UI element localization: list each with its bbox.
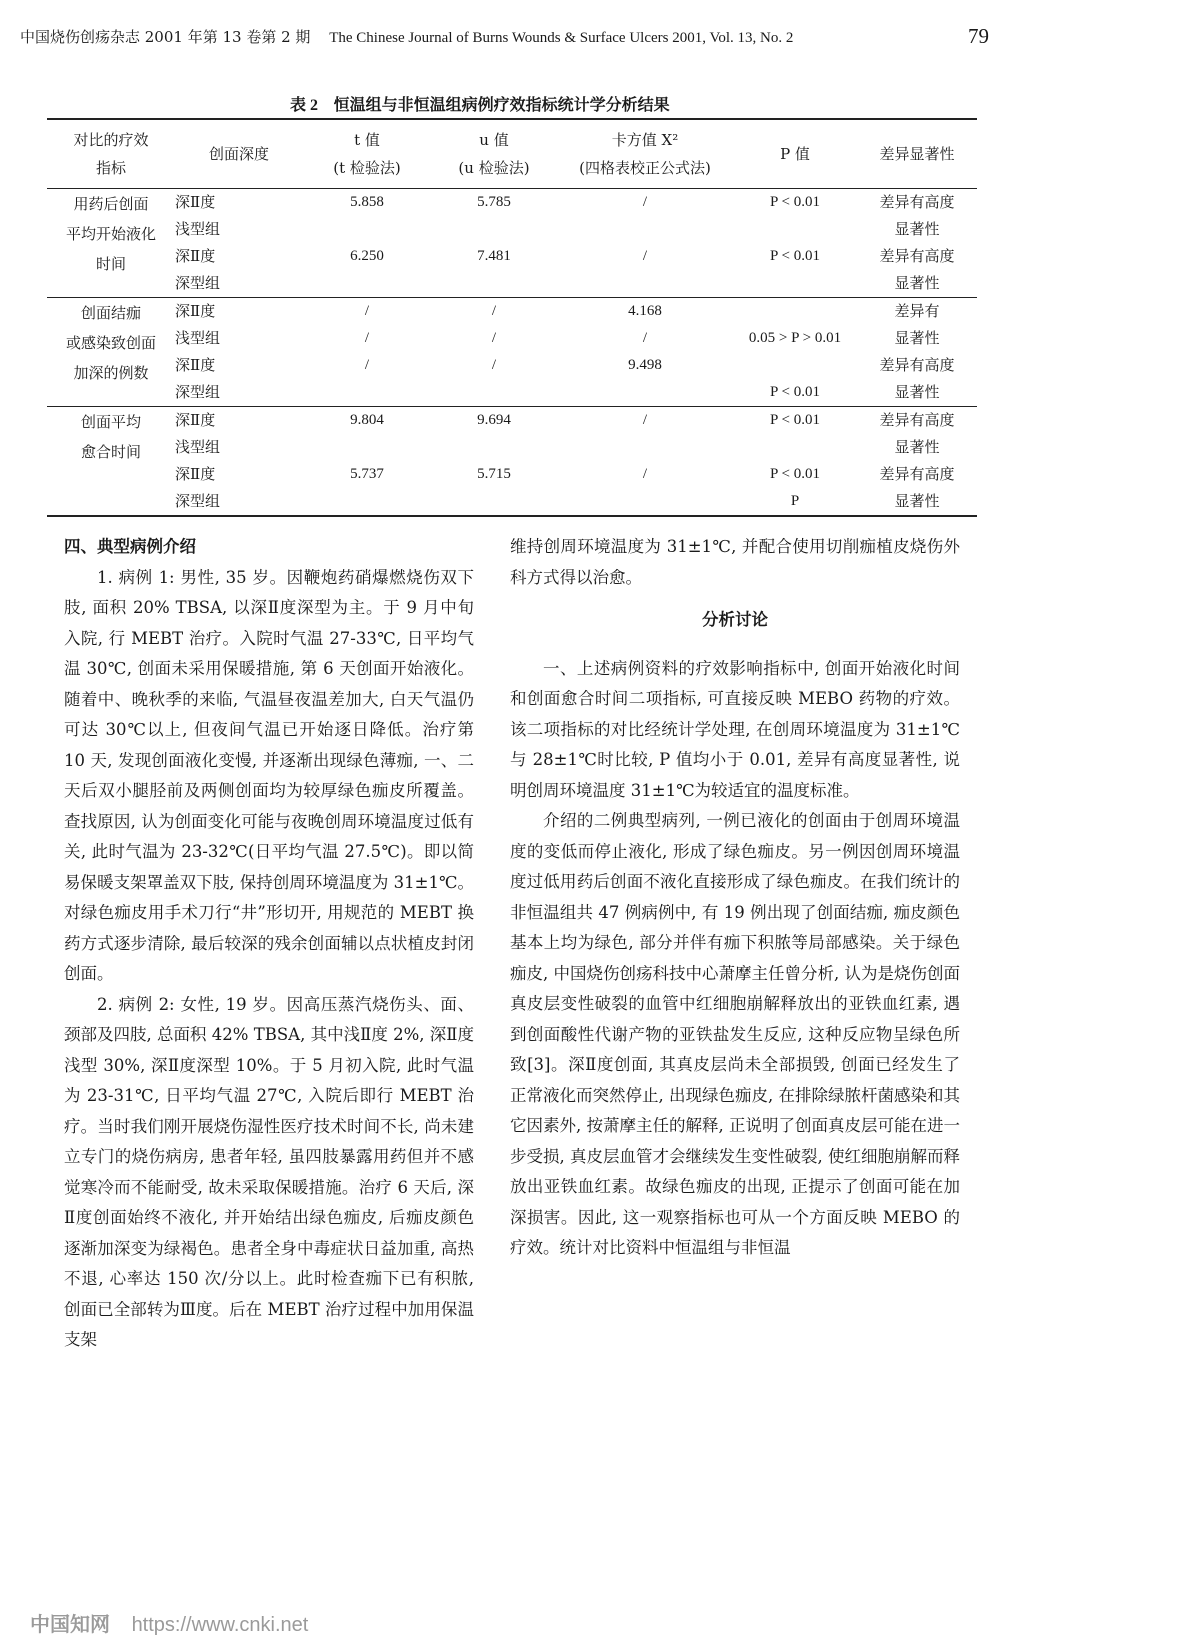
chi-value-cell: 4.168 /	[628, 303, 662, 346]
right-column	[510, 532, 960, 1264]
p-value-cell: P < 0.01	[770, 194, 820, 210]
header-depth: 创面深度	[208, 145, 269, 163]
header-t-value: t 值 (t 检验法)	[333, 131, 401, 177]
significance-cell: 差异有高度 显著性	[879, 411, 955, 456]
indicator-cell: 创面平均 愈合时间	[80, 413, 141, 461]
depth-cell: 深Ⅱ度 浅型组	[175, 193, 221, 238]
table-row	[47, 298, 977, 353]
journal-title-en: The Chinese Journal of Burns Wounds & Surface Ulcers 2001, Vol. 13, No. 2	[329, 30, 794, 46]
u-value-cell: / /	[491, 303, 497, 346]
header-p-value: P 值	[780, 145, 810, 163]
depth-cell: 深Ⅱ度 深型组	[175, 356, 221, 401]
p-value-cell: P < 0.01	[770, 248, 820, 264]
case-2-paragraph: 2. 病例 2: 女性, 19 岁。因高压蒸汽烧伤头、面、颈部及四肢, 总面积 42% TBSA, 其中浅Ⅱ度 2%, 深Ⅱ度浅型 30%, 深Ⅱ度深型 10%。于 5 月初入院, 此时气温为 23-31℃, 日平均气温 27℃, 入院后即行 MEBT 治疗。当时我们刚开展烧伤湿性医疗技术时间不长, 尚未建立专门的烧伤病房, 患者年轻, 虽四肢暴露用药但并不感觉寒冷而不能耐受, 故未采取保暖措施。治疗 6 天后, 深Ⅱ度创面始终不液化, 并开始结出绿色痂皮, 后痂皮颜色逐渐加深变为绿褐色。患者全身中毒症状日益加重, 高热不退, 心率达 150 次/分以上。此时检查痂下已有积脓, 创面已全部转为Ⅲ度。后在 MEBT 治疗过程中加用保温支架	[64, 994, 474, 1349]
table-row	[47, 189, 977, 244]
u-value-cell: 5.715	[477, 466, 511, 482]
depth-cell: 深Ⅱ度 浅型组	[175, 411, 221, 456]
chi-value-cell: /	[642, 194, 648, 210]
t-value-cell: 6.250	[350, 248, 384, 264]
t-value-cell: 5.858	[350, 194, 384, 210]
discussion-paragraph-2: 介绍的二例典型病列, 一例已液化的创面由于创周环境温度的变低而停止液化, 形成了绿色痂皮。另一例因创周环境温度过低用药后创面不液化直接形成了绿色痂皮。在我们统计的非恒温组共 47 例病例中, 有 19 例出现了创面结痂, 痂皮颜色基本上均为绿色, 部分并伴有痂下积脓等局部感染。关于绿色痂皮, 中国烧伤创疡科技中心萧摩主任曾分析, 认为是烧伤创面真皮层变性破裂的血管中红细胞崩解释放出的亚铁血红素, 遇到创面酸性代谢产物的亚铁盐发生反应, 这种反应物呈绿色所致[3]。深Ⅱ度创面, 其真皮层尚未全部损毁, 创面已经发生了正常液化而突然停止, 出现绿色痂皮, 在排除绿脓杆菌感染和其它因素外, 按萧摩主任的解释, 正说明了创面真皮层可能在进一步受损, 真皮层血管才会继续发生变性破裂, 使红细胞崩解而释放出亚铁血红素。故绿色痂皮的出现, 正提示了创面可能在加深损害。因此, 这一观察指标也可从一个方面反映 MEBO 的疗效。统计对比资料中恒温组与非恒温	[510, 811, 960, 1257]
table-row	[47, 243, 977, 298]
p-value-cell: P < 0.01	[770, 384, 820, 400]
header-chi-square: 卡方值 X² (四格表校正公式法)	[579, 131, 711, 177]
chi-value-cell: /	[642, 248, 648, 264]
table-caption	[290, 92, 670, 115]
table-row	[47, 352, 977, 407]
u-value-cell: /	[491, 357, 497, 373]
results-table	[47, 118, 977, 517]
page-number: 79	[968, 24, 989, 48]
significance-cell: 差异有高度 显著性	[879, 356, 955, 401]
table-title: 恒温组与非恒温组病例疗效指标统计学分析结果	[333, 95, 670, 114]
u-value-cell: 9.694	[477, 412, 511, 428]
discussion-heading: 分析讨论	[702, 610, 768, 629]
t-value-cell: /	[364, 357, 370, 373]
u-value-cell: 5.785	[477, 194, 511, 210]
header-significance: 差异显著性	[879, 145, 955, 163]
indicator-cell: 创面结痂 或感染致创面 加深的例数	[65, 304, 156, 382]
case-1-paragraph: 1. 病例 1: 男性, 35 岁。因鞭炮药硝爆燃烧伤双下肢, 面积 20% TBSA, 以深Ⅱ度深型为主。于 9 月中旬入院, 行 MEBT 治疗。入院时气温 27-33℃, 日平均气温 30℃, 创面未采用保暖措施, 第 6 天创面开始液化。随着中、晚秋季的来临, 气温昼夜温差加大, 白天气温仍可达 30℃以上, 但夜间气温已开始逐日降低。治疗第 10 天, 发现创面液化变慢, 并逐渐出现绿色薄痂, 一、二天后双小腿胫前及两侧创面均为较厚绿色痂皮所覆盖。查找原因, 认为创面变化可能与夜晚创周环境温度过低有关, 此时气温为 23-32℃(日平均气温 27.5℃)。即以简易保暖支架罩盖双下肢, 保持创周环境温度为 31±1℃。对绿色痂皮用手术刀行“井”形切开, 用规范的 MEBT 换药方式逐步清除, 最后较深的残余创面辅以点状植皮封闭创面。	[64, 567, 474, 983]
depth-cell: 深Ⅱ度 浅型组	[175, 302, 221, 347]
table-header-row	[47, 119, 977, 189]
cnki-logo: 中国知网	[30, 1614, 110, 1636]
running-header	[20, 26, 1000, 47]
cnki-watermark	[30, 1608, 308, 1637]
depth-cell: 深Ⅱ度 深型组	[175, 247, 221, 292]
p-value-cell: P < 0.01	[770, 412, 820, 428]
chi-value-cell: /	[642, 412, 648, 428]
journal-title-cn: 中国烧伤创疡杂志 2001 年第 13 卷第 2 期	[20, 28, 311, 46]
table-number: 表 2	[290, 97, 319, 114]
left-column	[64, 532, 474, 1356]
chi-value-cell: 9.498	[628, 357, 662, 373]
t-value-cell: 5.737	[350, 466, 384, 482]
discussion-paragraph-1: 一、上述病例资料的疗效影响指标中, 创面开始液化时间和创面愈合时间二项指标, 可直接反映 MEBO 药物的疗效。该二项指标的对比经统计学处理, 在创周环境温度为 31±1℃与 28±1℃时比较, P 值均小于 0.01, 差异有高度显著性, 说明创周环境温度 31±1℃为较适宜的温度标准。	[510, 658, 960, 800]
section-heading: 四、典型病例介绍	[64, 537, 196, 556]
significance-cell: 差异有高度 显著性	[879, 247, 955, 292]
p-value-cell: 0.05 > P > 0.01	[748, 330, 842, 346]
significance-cell: 差异有高度 显著性	[879, 465, 955, 510]
cnki-url[interactable]: https://www.cnki.net	[131, 1614, 309, 1636]
continuation-paragraph: 维持创周环境温度为 31±1℃, 并配合使用切削痂植皮烧伤外科方式得以治愈。	[510, 537, 960, 587]
table-row	[47, 461, 977, 516]
u-value-cell: 7.481	[477, 248, 511, 264]
p-value-cell: P < 0.01 P	[770, 466, 820, 509]
depth-cell: 深Ⅱ度 深型组	[175, 465, 221, 510]
t-value-cell: 9.804	[350, 412, 384, 428]
header-indicator: 对比的疗效 指标	[73, 131, 149, 177]
significance-cell: 差异有高度 显著性	[879, 193, 955, 238]
indicator-cell: 用药后创面 平均开始液化 时间	[65, 195, 156, 273]
t-value-cell: / /	[364, 303, 370, 346]
chi-value-cell: /	[642, 466, 648, 482]
table-row	[47, 407, 977, 462]
header-u-value: u 值 (u 检验法)	[458, 131, 530, 177]
significance-cell: 差异有 显著性	[894, 302, 940, 347]
